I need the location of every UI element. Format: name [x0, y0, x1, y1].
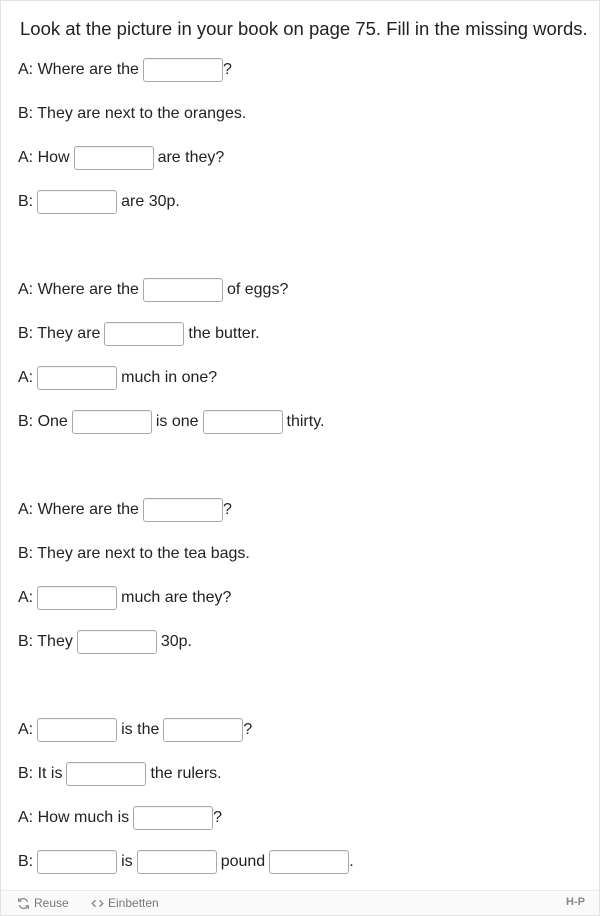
line-text: A:	[18, 369, 34, 386]
line-text: A: Where are the	[18, 501, 139, 518]
instruction-title: Look at the picture in your book on page 75. Fill in the missing words.	[20, 18, 588, 39]
line-text: B: They	[18, 633, 73, 650]
dialogue-line-3	[18, 145, 224, 171]
dialogue-line-16	[18, 849, 354, 875]
embed-button[interactable]	[91, 896, 159, 910]
blank-input[interactable]	[37, 850, 117, 874]
dialogue-line-13	[18, 717, 252, 743]
dialogue-line-7	[18, 365, 217, 391]
dialogue-line-2	[18, 101, 246, 127]
dialogue-line-6	[18, 321, 260, 347]
line-text: B: They are next to the oranges.	[18, 105, 247, 122]
blank-input[interactable]	[203, 410, 283, 434]
line-text: the rulers.	[150, 765, 222, 782]
line-text: A: Where are the	[18, 281, 139, 298]
line-text: B: They are next to the tea bags.	[18, 545, 250, 562]
line-text: much are they?	[121, 589, 232, 606]
line-text: .	[349, 853, 354, 870]
line-text: A:	[18, 589, 34, 606]
line-text: ?	[222, 501, 232, 518]
line-text: ?	[243, 721, 253, 738]
dialogue-line-14	[18, 761, 222, 787]
dialogue-line-4	[18, 189, 180, 215]
blank-input[interactable]	[163, 718, 243, 742]
blank-input[interactable]	[143, 498, 223, 522]
blank-input[interactable]	[72, 410, 152, 434]
dialogue-line-8	[18, 409, 324, 435]
footer-bar	[1, 890, 599, 915]
blank-input[interactable]	[77, 630, 157, 654]
blank-input[interactable]	[37, 718, 117, 742]
line-text: are 30p.	[121, 193, 180, 210]
line-text: of eggs?	[226, 281, 289, 298]
reuse-label: Reuse	[34, 896, 69, 910]
embed-label: Einbetten	[108, 896, 159, 910]
blank-input[interactable]	[37, 366, 117, 390]
line-text: A: Where are the	[18, 61, 139, 78]
blank-input[interactable]	[37, 586, 117, 610]
line-text: B:	[18, 193, 34, 210]
line-text: B: They are	[18, 325, 101, 342]
blank-input[interactable]	[143, 58, 223, 82]
line-text: is	[121, 853, 133, 870]
line-text: ?	[222, 61, 232, 78]
line-text: the butter.	[188, 325, 260, 342]
dialogue-line-11	[18, 585, 231, 611]
line-text: A:	[18, 721, 34, 738]
blank-input[interactable]	[37, 190, 117, 214]
dialogue-line-1	[18, 57, 232, 83]
dialogue-line-12	[18, 629, 192, 655]
dialogue-line-15	[18, 805, 222, 831]
blank-input[interactable]	[133, 806, 213, 830]
blank-input[interactable]	[143, 278, 223, 302]
dialogue-line-10	[18, 541, 250, 567]
line-text: A: How	[18, 149, 70, 166]
code-icon	[91, 897, 104, 910]
line-text: are they?	[157, 149, 225, 166]
blank-input[interactable]	[104, 322, 184, 346]
h5p-logo[interactable]: H-P	[566, 896, 585, 908]
line-text: B:	[18, 853, 34, 870]
line-text: B: It is	[18, 765, 63, 782]
line-text: 30p.	[160, 633, 192, 650]
dialogue-line-5	[18, 277, 288, 303]
line-text: ?	[213, 809, 223, 826]
line-text: B: One	[18, 413, 68, 430]
blank-input[interactable]	[66, 762, 146, 786]
line-text: A: How much is	[18, 809, 130, 826]
dialogue-line-9	[18, 497, 232, 523]
blank-input[interactable]	[137, 850, 217, 874]
line-text: thirty.	[286, 413, 325, 430]
line-text: is one	[155, 413, 199, 430]
blank-input[interactable]	[269, 850, 349, 874]
line-text: pound	[220, 853, 266, 870]
line-text: is the	[121, 721, 160, 738]
reuse-icon	[17, 897, 30, 910]
reuse-button[interactable]	[17, 896, 69, 910]
line-text: much in one?	[121, 369, 218, 386]
blank-input[interactable]	[74, 146, 154, 170]
